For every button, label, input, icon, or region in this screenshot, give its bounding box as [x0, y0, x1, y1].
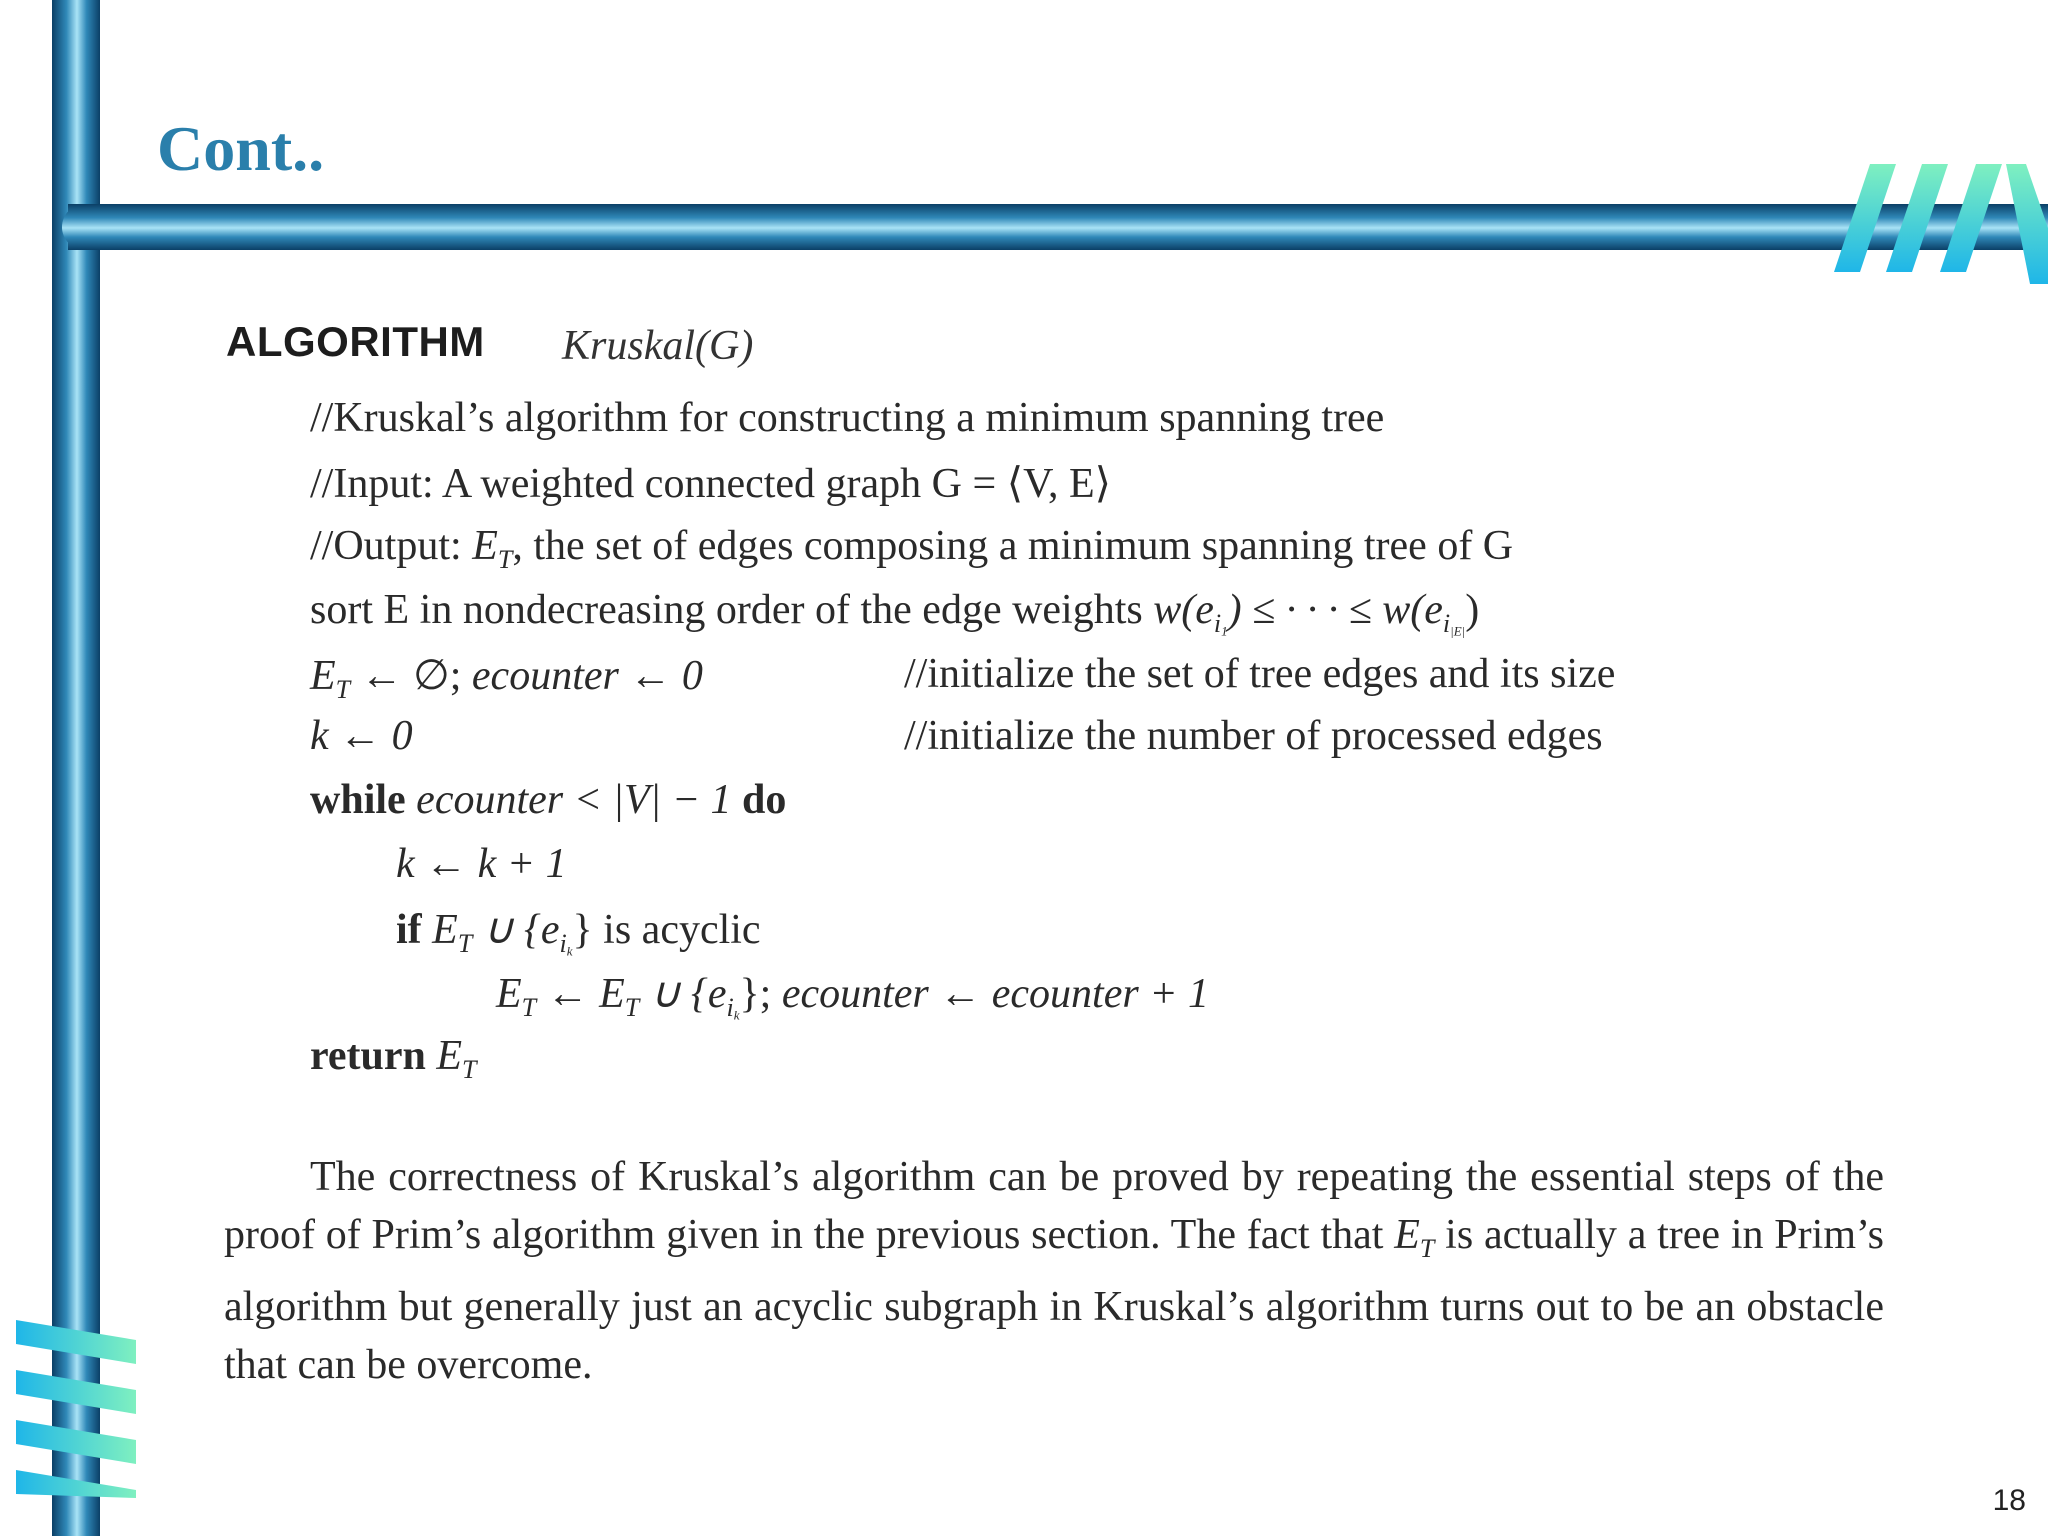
if-keyword: if [396, 907, 433, 953]
init-comment-1: //initialize the set of tree edges and its size [904, 651, 1616, 697]
init-k-line: k ← 0 [310, 713, 413, 759]
init-comment-2: //initialize the number of processed edges [904, 713, 1603, 759]
return-line [310, 1032, 477, 1085]
comment-purpose: //Kruskal’s algorithm for constructing a minimum spanning tree [310, 395, 1385, 441]
if-et-sub: T [457, 929, 473, 959]
algorithm-header [224, 318, 1884, 382]
sort-sub-2: i|E| [1442, 609, 1466, 639]
sort-formula-mid: ) ≤ · · · ≤ w(e [1227, 587, 1443, 633]
do-keyword: do [742, 777, 787, 823]
while-line [310, 776, 786, 824]
stripe-shape [16, 1370, 136, 1414]
paragraph-et-var: E [1394, 1212, 1420, 1258]
correctness-paragraph [224, 1148, 1884, 1394]
return-et-sub: T [462, 1055, 477, 1085]
stripe-shape [1940, 164, 2002, 272]
comment-input: //Input: A weighted connected graph G = ⟨V, E⟩ [310, 461, 1112, 507]
assign-et-var: E [496, 971, 522, 1017]
output-prefix: //Output: [310, 523, 473, 569]
assign-union: ∪ {e [639, 971, 727, 1017]
init-et-line [310, 650, 703, 705]
sort-line [310, 586, 1479, 639]
output-rest: , the set of edges composing a minimum spanning tree of G [512, 523, 1514, 569]
sort-sub-1: i1 [1213, 609, 1228, 639]
if-union: ∪ {e [472, 907, 560, 953]
sort-formula-a: w(e [1153, 587, 1214, 633]
init-et-sub: T [335, 675, 351, 705]
while-condition: ecounter < |V| − 1 [416, 777, 743, 823]
assign-et2-sub: T [624, 993, 640, 1023]
assign-et-sub: T [521, 993, 537, 1023]
stripe-shape [16, 1420, 136, 1464]
assign-ecounter: ecounter ← ecounter + 1 [781, 971, 1210, 1017]
sort-end: ) [1465, 587, 1480, 633]
paragraph-part-1: The correctness of Kruskal’s algorithm can be proved by repeating the essential steps of the proof of Prim’s algorithm given in the previous section. The fact that [224, 1154, 1884, 1258]
init-et-var: E [310, 653, 336, 699]
assign-rest: }; [739, 971, 782, 1017]
k-increment-line: k ← k + 1 [396, 841, 567, 887]
output-var-sub: T [497, 545, 513, 575]
stripe-shape [16, 1470, 136, 1498]
stripe-shape [1886, 164, 1948, 272]
paragraph-et-sub: T [1419, 1234, 1435, 1264]
assign-line [496, 968, 1209, 1023]
decorative-stripes-logo-top [1830, 158, 2048, 288]
output-var: E [472, 523, 498, 569]
assign-arrow: ← E [536, 971, 625, 1017]
stripe-shape [16, 1320, 136, 1364]
while-keyword: while [310, 777, 417, 823]
stripe-shape [1834, 164, 1896, 272]
paragraph-text [224, 1148, 1884, 1394]
page-number: 18 [1992, 1484, 2026, 1517]
algorithm-keyword: ALGORITHM [226, 318, 485, 365]
decorative-stripes-logo-bottom [12, 1318, 142, 1498]
init-ecounter: ecounter ← 0 [471, 653, 703, 699]
if-et-var: E [432, 907, 458, 953]
paragraph-part-2: is actually a tree in Prim’s algorithm but generally just an acyclic subgraph in Kruskal’s algorithm turns out to be an obstacle that can be overcome. [224, 1212, 1885, 1389]
if-e-sub: ik [559, 929, 573, 959]
algorithm-name: Kruskal(G) [562, 323, 754, 369]
assign-e-sub: ik [726, 993, 740, 1023]
comment-output [310, 522, 1513, 575]
if-rest: } is acyclic [572, 907, 761, 953]
horizontal-bar [68, 204, 2048, 250]
return-keyword: return [310, 1033, 437, 1079]
return-et-var: E [436, 1033, 463, 1079]
algorithm-figure [224, 318, 1885, 1389]
sort-prefix: sort E in nondecreasing order of the edge weights [310, 587, 1154, 633]
stripe-shape [2006, 164, 2048, 284]
slide-title: Cont.. [157, 113, 325, 184]
if-line [396, 904, 761, 959]
init-et-assign: ← ∅; [350, 653, 472, 699]
